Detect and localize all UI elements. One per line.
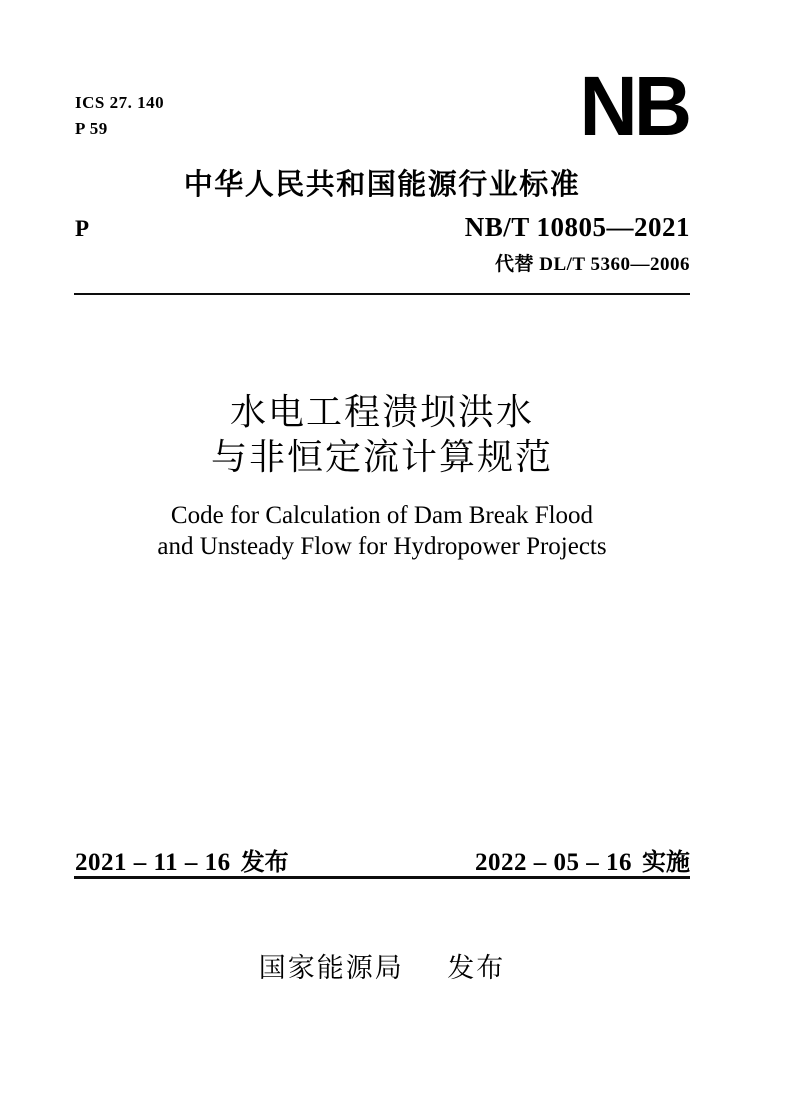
standard-category-header: 中华人民共和国能源行业标准 [183,169,581,201]
title-chinese [74,390,690,480]
issue-date: 2021 – 11 – 16 [75,849,231,876]
title-chinese-line1: 水电工程溃坝洪水 [229,392,534,432]
replaces-note: 代替 DL/T 5360—2006 [494,254,690,275]
implementation-date-label: 实施 [642,849,690,876]
title-english [74,500,690,562]
dates-row [75,842,690,877]
nb-logo: NB [579,59,688,153]
top-divider-rule [74,293,690,295]
ics-code: ICS 27. 140 [75,93,165,112]
issue-date-label: 发布 [240,849,289,876]
classification-code: P 59 [75,119,108,138]
title-chinese-line2: 与非恒定流计算规范 [210,437,553,477]
standard-number-row [75,212,690,243]
implementation-date-group [475,842,690,877]
title-english-line1: Code for Calculation of Dam Break Flood [170,502,594,529]
publisher-action: 发布 [447,953,506,983]
doc-class-letter: P [75,216,90,241]
publisher-line [74,946,690,985]
bottom-divider-rule [74,876,690,879]
title-english-line2: and Unsteady Flow for Hydropower Projects [157,533,607,560]
standard-number: NB/T 10805—2021 [464,212,690,242]
ics-classification-block [75,90,164,142]
publisher-name: 国家能源局 [258,953,404,983]
implementation-date: 2022 – 05 – 16 [475,849,632,876]
issue-date-group [75,842,289,877]
